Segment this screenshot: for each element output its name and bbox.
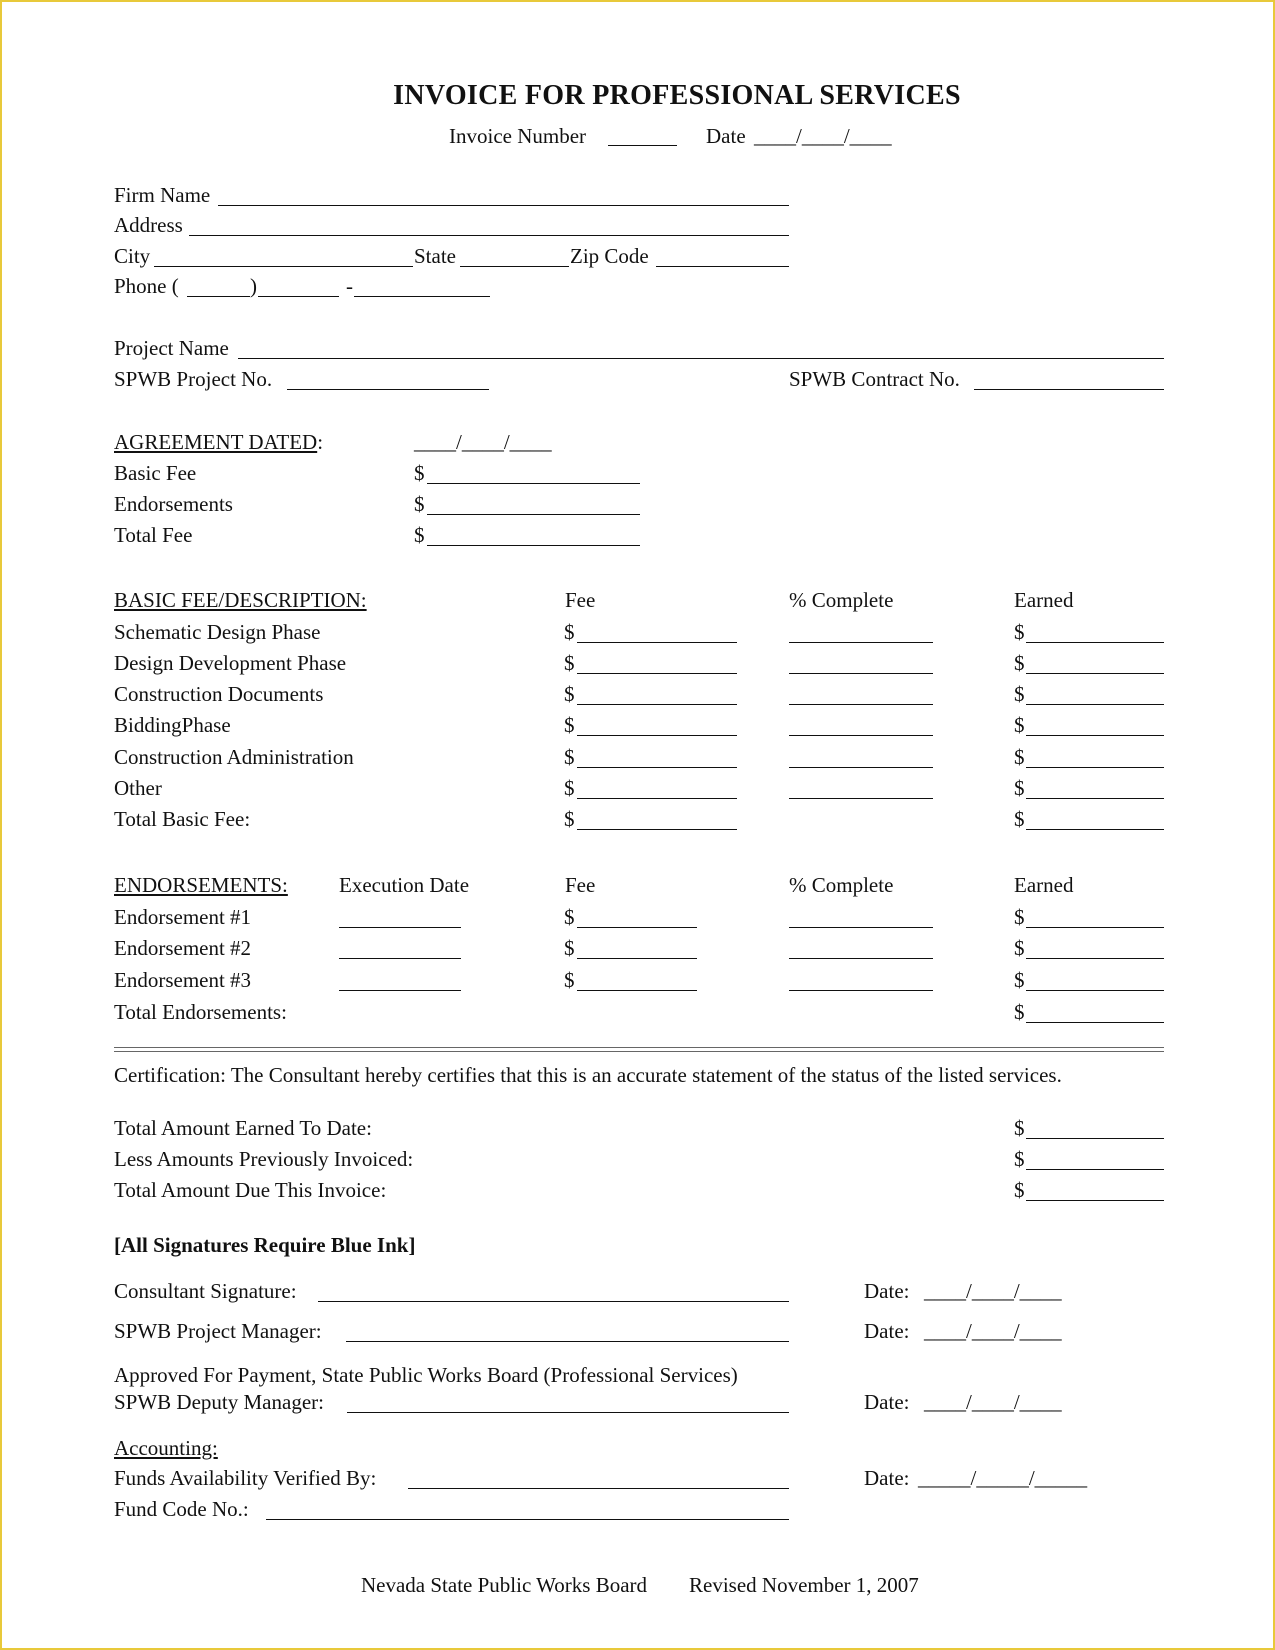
agreement-basic-fee-currency: $ — [414, 461, 425, 485]
footer-revised: Revised November 1, 2007 — [689, 1573, 919, 1597]
basic-fee-row-earned-currency: $ — [1014, 713, 1025, 737]
phone-area-field[interactable] — [187, 296, 250, 297]
basic-fee-row-fee-field[interactable] — [577, 767, 737, 768]
phone-line-field[interactable] — [354, 296, 490, 297]
fund-code-label: Fund Code No.: — [114, 1497, 249, 1521]
endorsement-row-fee-currency: $ — [564, 968, 575, 992]
basic-fee-row-fee-currency: $ — [564, 745, 575, 769]
address-field[interactable] — [189, 235, 789, 236]
basic-fee-row-fee-currency: $ — [564, 620, 575, 644]
basic-fee-col-complete: % Complete — [789, 588, 894, 612]
endorsement-row-complete-field[interactable] — [789, 990, 933, 991]
accounting-heading: Accounting: — [114, 1436, 218, 1460]
consultant-date-label: Date: — [864, 1279, 910, 1303]
endorsements-total-earned-field[interactable] — [1026, 1022, 1164, 1023]
basic-fee-total-label: Total Basic Fee: — [114, 807, 251, 831]
endorsement-row-complete-field[interactable] — [789, 958, 933, 959]
blue-ink-note: [All Signatures Require Blue Ink] — [114, 1233, 416, 1257]
agreement-endorsements-field[interactable] — [427, 514, 640, 515]
endorsement-row-label: Endorsement #2 — [114, 936, 252, 960]
agreement-date-field[interactable]: ____/____/____ — [414, 430, 552, 454]
agreement-basic-fee-field[interactable] — [427, 483, 640, 484]
section-divider — [114, 1047, 1164, 1048]
basic-fee-row-fee-field[interactable] — [577, 735, 737, 736]
endorsement-row-fee-field[interactable] — [577, 958, 697, 959]
consultant-signature-label: Consultant Signature: — [114, 1279, 297, 1303]
previously-invoiced-label: Less Amounts Previously Invoiced: — [114, 1147, 414, 1171]
project-manager-date-label: Date: — [864, 1319, 910, 1343]
funds-verified-signature-field[interactable] — [408, 1488, 789, 1489]
page-title: INVOICE FOR PROFESSIONAL SERVICES — [393, 80, 961, 111]
basic-fee-row-label: Other — [114, 776, 162, 800]
agreement-heading-colon: : — [317, 430, 324, 454]
basic-fee-row-fee-currency: $ — [564, 776, 575, 800]
basic-fee-total-earned-currency: $ — [1014, 807, 1025, 831]
basic-fee-total-fee-currency: $ — [564, 807, 575, 831]
zip-label: Zip Code — [570, 244, 649, 268]
basic-fee-row-complete-field[interactable] — [789, 673, 933, 674]
total-earned-label: Total Amount Earned To Date: — [114, 1116, 372, 1140]
phone-label: Phone ( — [114, 274, 179, 298]
basic-fee-row-earned-field[interactable] — [1026, 704, 1164, 705]
basic-fee-row-fee-currency: $ — [564, 651, 575, 675]
funds-verified-date-field[interactable]: _____/_____/_____ — [918, 1466, 1088, 1490]
basic-fee-row-fee-field[interactable] — [577, 704, 737, 705]
total-earned-field[interactable] — [1026, 1138, 1164, 1139]
footer-org: Nevada State Public Works Board — [361, 1573, 648, 1597]
contract-no-field[interactable] — [974, 389, 1164, 390]
basic-fee-total-fee-field[interactable] — [577, 829, 737, 830]
consultant-signature-field[interactable] — [318, 1301, 789, 1302]
endorsements-col-exec: Execution Date — [339, 873, 470, 897]
endorsement-row-fee-field[interactable] — [577, 927, 697, 928]
endorsements-total-label: Total Endorsements: — [114, 1000, 287, 1024]
endorsements-col-complete: % Complete — [789, 873, 894, 897]
basic-fee-col-fee: Fee — [565, 588, 596, 612]
endorsement-row-earned-currency: $ — [1014, 905, 1025, 929]
deputy-manager-label: SPWB Deputy Manager: — [114, 1390, 324, 1414]
agreement-total-fee-field[interactable] — [427, 545, 640, 546]
total-earned-currency: $ — [1014, 1116, 1025, 1140]
phone-prefix-field[interactable] — [258, 296, 339, 297]
endorsement-row-complete-field[interactable] — [789, 927, 933, 928]
endorsement-row-fee-field[interactable] — [577, 990, 697, 991]
city-field[interactable] — [154, 266, 413, 267]
project-manager-date-field[interactable]: ____/____/____ — [924, 1319, 1062, 1343]
endorsement-row-exec-field[interactable] — [339, 958, 461, 959]
consultant-date-field[interactable]: ____/____/____ — [924, 1279, 1062, 1303]
basic-fee-row-complete-field[interactable] — [789, 735, 933, 736]
basic-fee-row-label: Design Development Phase — [114, 651, 347, 675]
header-date-field[interactable]: ____/____/____ — [754, 124, 892, 148]
basic-fee-row-earned-currency: $ — [1014, 682, 1025, 706]
certification-text: Certification: The Consultant hereby certifies that this is an accurate statement of the status of the listed services. — [114, 1063, 1062, 1087]
previously-invoiced-field[interactable] — [1026, 1169, 1164, 1170]
project-name-label: Project Name — [114, 336, 229, 360]
basic-fee-row-earned-currency: $ — [1014, 620, 1025, 644]
endorsements-total-earned-currency: $ — [1014, 1000, 1025, 1024]
basic-fee-row-fee-field[interactable] — [577, 673, 737, 674]
basic-fee-row-earned-currency: $ — [1014, 776, 1025, 800]
agreement-endorsements-currency: $ — [414, 492, 425, 516]
approved-for-payment-text: Approved For Payment, State Public Works Board (Professional Services) — [114, 1363, 738, 1387]
endorsement-row-fee-currency: $ — [564, 936, 575, 960]
basic-fee-row-fee-currency: $ — [564, 713, 575, 737]
deputy-manager-signature-field[interactable] — [347, 1412, 789, 1413]
basic-fee-row-complete-field[interactable] — [789, 798, 933, 799]
deputy-manager-date-field[interactable]: ____/____/____ — [924, 1390, 1062, 1414]
amount-due-label: Total Amount Due This Invoice: — [114, 1178, 387, 1202]
agreement-basic-fee-label: Basic Fee — [114, 461, 197, 485]
endorsement-row-label: Endorsement #1 — [114, 905, 252, 929]
project-manager-label: SPWB Project Manager: — [114, 1319, 322, 1343]
invoice-number-label: Invoice Number — [449, 124, 587, 148]
basic-fee-row-complete-field[interactable] — [789, 642, 933, 643]
endorsement-row-earned-currency: $ — [1014, 936, 1025, 960]
firm-name-label: Firm Name — [114, 183, 211, 207]
basic-fee-row-label: BiddingPhase — [114, 713, 231, 737]
basic-fee-row-earned-field[interactable] — [1026, 673, 1164, 674]
basic-fee-row-complete-field[interactable] — [789, 767, 933, 768]
basic-fee-total-earned-field[interactable] — [1026, 829, 1164, 830]
endorsement-row-fee-currency: $ — [564, 905, 575, 929]
section-divider — [114, 1051, 1164, 1052]
funds-verified-date-label: Date: — [864, 1466, 910, 1490]
agreement-total-fee-label: Total Fee — [114, 523, 193, 547]
endorsement-row-earned-field[interactable] — [1026, 927, 1164, 928]
phone-dash: - — [346, 274, 353, 298]
agreement-total-fee-currency: $ — [414, 523, 425, 547]
zip-field[interactable] — [656, 266, 789, 267]
basic-fee-row-earned-currency: $ — [1014, 745, 1025, 769]
basic-fee-row-earned-field[interactable] — [1026, 767, 1164, 768]
endorsement-row-earned-field[interactable] — [1026, 958, 1164, 959]
endorsements-col-fee: Fee — [565, 873, 596, 897]
project-no-field[interactable] — [287, 389, 489, 390]
header-date-label: Date — [706, 124, 746, 148]
endorsement-row-exec-field[interactable] — [339, 927, 461, 928]
contract-no-label: SPWB Contract No. — [789, 367, 960, 391]
basic-fee-row-earned-currency: $ — [1014, 651, 1025, 675]
endorsement-row-earned-field[interactable] — [1026, 990, 1164, 991]
basic-fee-row-label: Construction Administration — [114, 745, 354, 769]
project-name-field[interactable] — [238, 358, 1164, 359]
project-manager-signature-field[interactable] — [346, 1341, 789, 1342]
phone-close-paren: ) — [250, 274, 257, 298]
basic-fee-row-earned-field[interactable] — [1026, 642, 1164, 643]
fund-code-field[interactable] — [266, 1519, 789, 1520]
state-field[interactable] — [460, 266, 569, 267]
endorsement-row-exec-field[interactable] — [339, 990, 461, 991]
invoice-number-field[interactable] — [608, 145, 677, 146]
basic-fee-heading: BASIC FEE/DESCRIPTION: — [114, 588, 367, 612]
endorsements-heading: ENDORSEMENTS: — [114, 873, 288, 897]
endorsements-col-earned: Earned — [1014, 873, 1074, 897]
agreement-endorsements-label: Endorsements — [114, 492, 233, 516]
previously-invoiced-currency: $ — [1014, 1147, 1025, 1171]
basic-fee-row-fee-field[interactable] — [577, 798, 737, 799]
basic-fee-row-label: Construction Documents — [114, 682, 324, 706]
firm-name-field[interactable] — [218, 205, 789, 206]
state-label: State — [414, 244, 456, 268]
basic-fee-row-earned-field[interactable] — [1026, 798, 1164, 799]
basic-fee-row-fee-field[interactable] — [577, 642, 737, 643]
endorsement-row-label: Endorsement #3 — [114, 968, 252, 992]
city-label: City — [114, 244, 151, 268]
deputy-manager-date-label: Date: — [864, 1390, 910, 1414]
basic-fee-row-complete-field[interactable] — [789, 704, 933, 705]
basic-fee-row-label: Schematic Design Phase — [114, 620, 321, 644]
address-label: Address — [114, 213, 183, 237]
agreement-heading — [114, 432, 323, 453]
funds-verified-label: Funds Availability Verified By: — [114, 1466, 377, 1490]
basic-fee-row-fee-currency: $ — [564, 682, 575, 706]
amount-due-currency: $ — [1014, 1178, 1025, 1202]
endorsement-row-earned-currency: $ — [1014, 968, 1025, 992]
amount-due-field[interactable] — [1026, 1200, 1164, 1201]
basic-fee-col-earned: Earned — [1014, 588, 1074, 612]
agreement-heading-text: AGREEMENT DATED — [114, 430, 318, 454]
basic-fee-row-earned-field[interactable] — [1026, 735, 1164, 736]
project-no-label: SPWB Project No. — [114, 367, 273, 391]
